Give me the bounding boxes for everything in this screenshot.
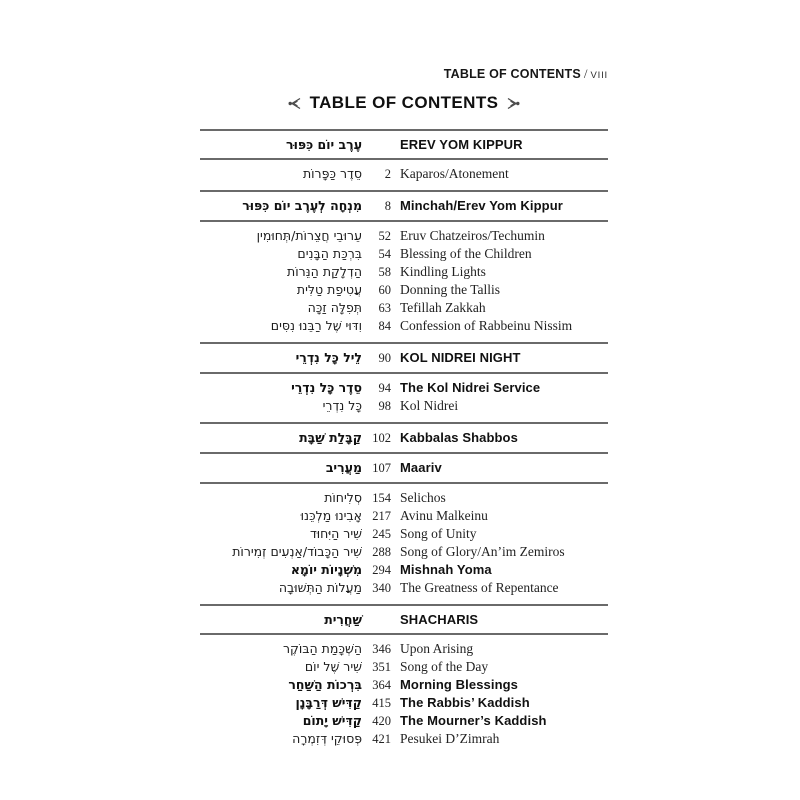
running-header-folio: VIII — [590, 70, 608, 81]
entry-english-title: Song of Glory/An’im Zemiros — [400, 544, 565, 559]
toc-entry-group — [200, 484, 608, 604]
toc-entry-row — [200, 561, 608, 579]
entry-page-number: 364 — [372, 678, 391, 692]
entry-english-title: Blessing of the Children — [400, 246, 532, 261]
entry-english-title: SHACHARIS — [400, 612, 479, 627]
entry-english-title: The Greatness of Repentance — [400, 580, 559, 595]
entry-english-title: Song of the Day — [400, 659, 489, 674]
entry-english-title: EREV YOM KIPPUR — [400, 137, 523, 152]
entry-page-number: 288 — [372, 545, 391, 559]
entry-hebrew-title: מִשְׁנָיוֹת יוֹמָא — [290, 562, 362, 577]
entry-english-title: Kol Nidrei — [400, 398, 459, 413]
entry-hebrew-title: כָּל נִדְרֵי — [322, 398, 362, 413]
entry-hebrew-title: עֶרֶב יוֹם כִּפּוּר — [286, 137, 362, 152]
entry-page-number: 420 — [372, 714, 391, 728]
fleuron-left-icon — [287, 97, 302, 110]
toc-entry-group — [200, 635, 608, 755]
running-header-separator: / — [583, 66, 588, 81]
entry-hebrew-title: הַשְׁכָּמַת הַבּוֹקֶר — [282, 641, 362, 656]
entry-page-number: 98 — [378, 399, 391, 413]
page-title: TABLE OF CONTENTS — [309, 93, 499, 112]
entry-english-title: Donning the Tallis — [400, 282, 501, 297]
entry-hebrew-title: שִׁיר הַכָּבוֹד/אַנְעִים זְמִירוֹת — [232, 544, 362, 559]
entry-hebrew-title: קַדִּישׁ יָתוֹם — [302, 713, 362, 728]
entry-page-number: 102 — [372, 431, 391, 445]
toc-entry-row — [200, 658, 608, 676]
entry-hebrew-title: בִּרְכוֹת הַשַּׁחַר — [288, 677, 362, 692]
entry-page-number: 421 — [372, 732, 391, 746]
entry-english-title: Kindling Lights — [400, 264, 486, 279]
entry-page-number: 8 — [384, 199, 391, 213]
entry-hebrew-title: וִדּוּי שֶׁל רַבֵּנוּ נִסִּים — [270, 318, 362, 333]
entry-page-number: 94 — [378, 381, 391, 395]
toc-entry-row — [200, 165, 608, 183]
entry-hebrew-title: סֵדֶר כָּל נִדְרֵי — [291, 380, 362, 395]
toc-entry-group — [200, 374, 608, 422]
entry-english-title: Upon Arising — [400, 641, 474, 656]
entry-hebrew-title: שִׁיר הַיִּחוּד — [309, 526, 362, 541]
entry-page-number: 90 — [378, 351, 391, 365]
entry-hebrew-title: מַעֲלוֹת הַתְּשׁוּבָה — [278, 580, 362, 595]
entry-english-title: KOL NIDREI NIGHT — [400, 350, 521, 365]
entry-english-title: Pesukei D’Zimrah — [400, 731, 500, 746]
entry-english-title: Song of Unity — [400, 526, 477, 541]
toc-entry-row — [200, 730, 608, 748]
entry-hebrew-title: עֵרוּבֵי חֲצֵרוֹת/תְּחוּמִין — [256, 228, 362, 243]
entry-english-title: The Kol Nidrei Service — [400, 380, 541, 395]
toc-entry-row — [200, 299, 608, 317]
table-of-contents — [200, 129, 608, 755]
entry-hebrew-title: עֲטִיפַת טַלִּית — [296, 282, 362, 297]
toc-entry-group — [200, 222, 608, 342]
entry-page-number: 63 — [378, 301, 391, 315]
entry-page-number: 294 — [372, 563, 391, 577]
entry-english-title: Minchah/Erev Yom Kippur — [400, 198, 563, 213]
entry-english-title: Maariv — [400, 460, 442, 475]
entry-page-number: 245 — [372, 527, 391, 541]
entry-hebrew-title: אָבִינוּ מַלְכֵּנוּ — [300, 508, 362, 523]
toc-section-header — [200, 344, 608, 372]
toc-entry-row — [200, 694, 608, 712]
entry-english-title: Selichos — [400, 490, 446, 505]
toc-section-header — [200, 424, 608, 452]
entry-hebrew-title: בִּרְכַּת הַבָּנִים — [297, 246, 362, 261]
toc-section-header — [200, 606, 608, 633]
running-header — [200, 65, 608, 83]
entry-page-number: 107 — [372, 461, 391, 475]
toc-entry-group — [200, 160, 608, 190]
toc-entry-row — [200, 676, 608, 694]
toc-entry-row — [200, 281, 608, 299]
entry-page-number: 415 — [372, 696, 391, 710]
entry-english-title: Eruv Chatzeiros/Techumin — [400, 228, 545, 243]
entry-english-title: Mishnah Yoma — [400, 562, 492, 577]
toc-section-header — [200, 454, 608, 482]
entry-hebrew-title: פְּסוּקֵי דְּזִמְרָה — [292, 731, 362, 746]
entry-hebrew-title: שַׁחֲרִית — [324, 612, 362, 627]
page-title-block — [200, 93, 608, 113]
entry-hebrew-title: קַדִּישׁ דְּרַבָּנָן — [295, 695, 362, 710]
entry-hebrew-title: מִנְחָה לְעֶרֶב יוֹם כִּפּוּר — [242, 198, 362, 213]
entry-page-number: 217 — [372, 509, 391, 523]
entry-hebrew-title: סֵדֶר כַּפָּרוֹת — [302, 166, 362, 181]
toc-entry-row — [200, 543, 608, 561]
fleuron-right-icon — [506, 97, 521, 110]
toc-entry-row — [200, 525, 608, 543]
toc-entry-row — [200, 397, 608, 415]
entry-english-title: Avinu Malkeinu — [400, 508, 488, 523]
entry-english-title: Kabbalas Shabbos — [400, 430, 518, 445]
entry-english-title: The Mourner’s Kaddish — [400, 713, 547, 728]
toc-entry-row — [200, 227, 608, 245]
toc-entry-row — [200, 579, 608, 597]
toc-entry-row — [200, 489, 608, 507]
toc-entry-row — [200, 263, 608, 281]
entry-english-title: Kaparos/Atonement — [400, 166, 509, 181]
entry-hebrew-title: שִׁיר שֶׁל יוֹם — [304, 659, 362, 674]
entry-page-number: 58 — [378, 265, 391, 279]
entry-english-title: Morning Blessings — [400, 677, 518, 692]
toc-entry-row — [200, 712, 608, 730]
entry-hebrew-title: תְּפִלָּה זַכָּה — [307, 300, 362, 315]
running-header-title: TABLE OF CONTENTS — [443, 67, 581, 81]
entry-page-number: 84 — [378, 319, 391, 333]
toc-section-header — [200, 131, 608, 158]
toc-section-header — [200, 192, 608, 220]
entry-english-title: Confession of Rabbeinu Nissim — [400, 318, 573, 333]
entry-page-number: 346 — [372, 642, 391, 656]
toc-entry-row — [200, 640, 608, 658]
entry-hebrew-title: סְלִיחוֹת — [324, 490, 362, 505]
entry-page-number: 351 — [372, 660, 391, 674]
entry-english-title: Tefillah Zakkah — [400, 300, 486, 315]
entry-page-number: 60 — [378, 283, 391, 297]
entry-english-title: The Rabbis’ Kaddish — [400, 695, 530, 710]
entry-page-number: 54 — [378, 247, 391, 261]
entry-hebrew-title: הַדְלָקַת הַנֵּרוֹת — [287, 264, 362, 279]
toc-entry-row — [200, 317, 608, 335]
entry-page-number: 52 — [378, 229, 391, 243]
toc-entry-row — [200, 245, 608, 263]
toc-entry-row — [200, 507, 608, 525]
toc-entry-row — [200, 379, 608, 397]
entry-hebrew-title: לֵיל כָּל נִדְרֵי — [295, 350, 362, 365]
entry-page-number: 154 — [372, 491, 391, 505]
entry-page-number: 340 — [372, 581, 391, 595]
entry-hebrew-title: קַבָּלַת שַׁבָּת — [299, 430, 362, 445]
entry-hebrew-title: מַעֲרִיב — [325, 460, 362, 475]
entry-page-number: 2 — [384, 167, 391, 181]
